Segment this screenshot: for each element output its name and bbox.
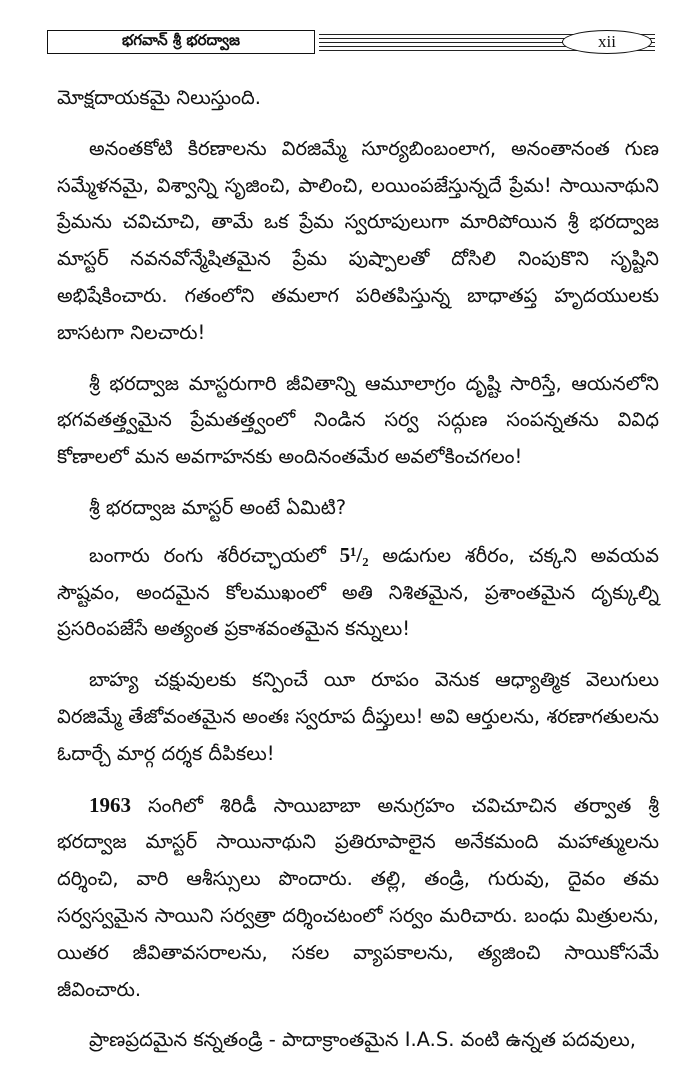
running-header [47,30,655,56]
paragraph-question: శ్రీ భరద్వాజ మాస్టర్ అంటే ఏమిటి? [89,495,347,519]
appearance-text-end: అడుగుల శరీరం, చక్కని అవయవ సౌష్టవం, అందమైన కోలముఖంలో అతి నిశితమైన, ప్రశాంతమైన దృక్కుల్ని ప్రసరింపజేసే అత్యంత ప్రకాశవంతమైన కన్నులు! [57,543,659,641]
paragraph-1963-text: సంగిలో శిరిడీ సాయిబాబా అనుగ్రహం చవిచూచిన తర్వాత శ్రీ భరద్వాజ మాస్టర్ సాయినాథుని ప్రతిరూపాలైన అనేకమంది మహాత్ములను దర్శించి, వారి ఆశీస్సులు పొందారు. తల్లి, తండ్రి, గురువు, దైవం తమ సర్వస్వమైన సాయిని సర్వత్రా దర్శించటంలో సర్వం మరిచారు. బంధు మిత్రులను, యితర జీవితావసరాలను, సకల వ్యాపకాలను, త్యజించి సాయికోసమే జీవించారు. [57,793,659,1001]
appearance-text-start: బంగారు రంగు శరీరచ్ఛాయలో [89,543,340,567]
paragraph-1963 [57,787,659,1009]
height-fraction: 5¹/₂ [339,542,369,567]
running-title: భగవాన్ శ్రీ భరద్వాజ [47,30,315,54]
paragraph-life-overview: శ్రీ భరద్వాజ మాస్టరుగారి జీవితాన్ని ఆమూలాగ్రం దృష్టి సారిస్తే, ఆయనలోని భగవతత్త్వమైన ప్రేమతత్త్వంలో నిండిన సర్వ సద్గుణ సంపన్నతను వివిధ కోణాలలో మన అవగాహనకు అందినంతమేర అవలోకించగలం! [57,371,659,469]
year-1963: 1963 [89,792,131,817]
paragraph-father: ప్రాణప్రదమైన కన్నతండ్రి - పాదాక్రాంతమైన I.A.S. వంటి ఉన్నత పదవులు, [89,1028,636,1052]
paragraph-love: అనంతకోటి కిరణాలను విరజిమ్మే సూర్యబింబంలాగ, అనంతానంత గుణ సమ్మేళనమై, విశ్వాన్ని సృజించి, పాలించి, లయింపజేస్తున్నదే ప్రేమ! సాయినాథుని ప్రేమను చవిచూచి, తామే ఒక ప్రేమ స్వరూపులుగా మారిపోయిన శ్రీ భరద్వాజ మాస్టర్ నవనవోన్మేషితమైన ప్రేమ పుష్పాలతో దోసిలి నింపుకొని సృష్టిని అభిషేకించారు. గతంలోని తమలాగ పరితపిస్తున్న బాధాతప్త హృదయులకు బాసటగా నిలచారు! [57,136,659,344]
paragraph-appearance [57,537,659,648]
paragraph-continuation: మోక్షదాయకమై నిలుస్తుంది. [57,86,261,109]
paragraph-inner-light: బాహ్య చక్షువులకు కన్పించే యీ రూపం వెనుక ఆధ్యాత్మిక వెలుగులు విరజిమ్మే తేజోవంతమైన అంతః స్వరూప దీప్తులు! అవి ఆర్తులను, శరణాగతులను ఓదార్చే మార్గ దర్శక దీపికలు! [57,668,659,765]
page-body [57,80,659,1073]
page-number: xii [562,30,652,54]
